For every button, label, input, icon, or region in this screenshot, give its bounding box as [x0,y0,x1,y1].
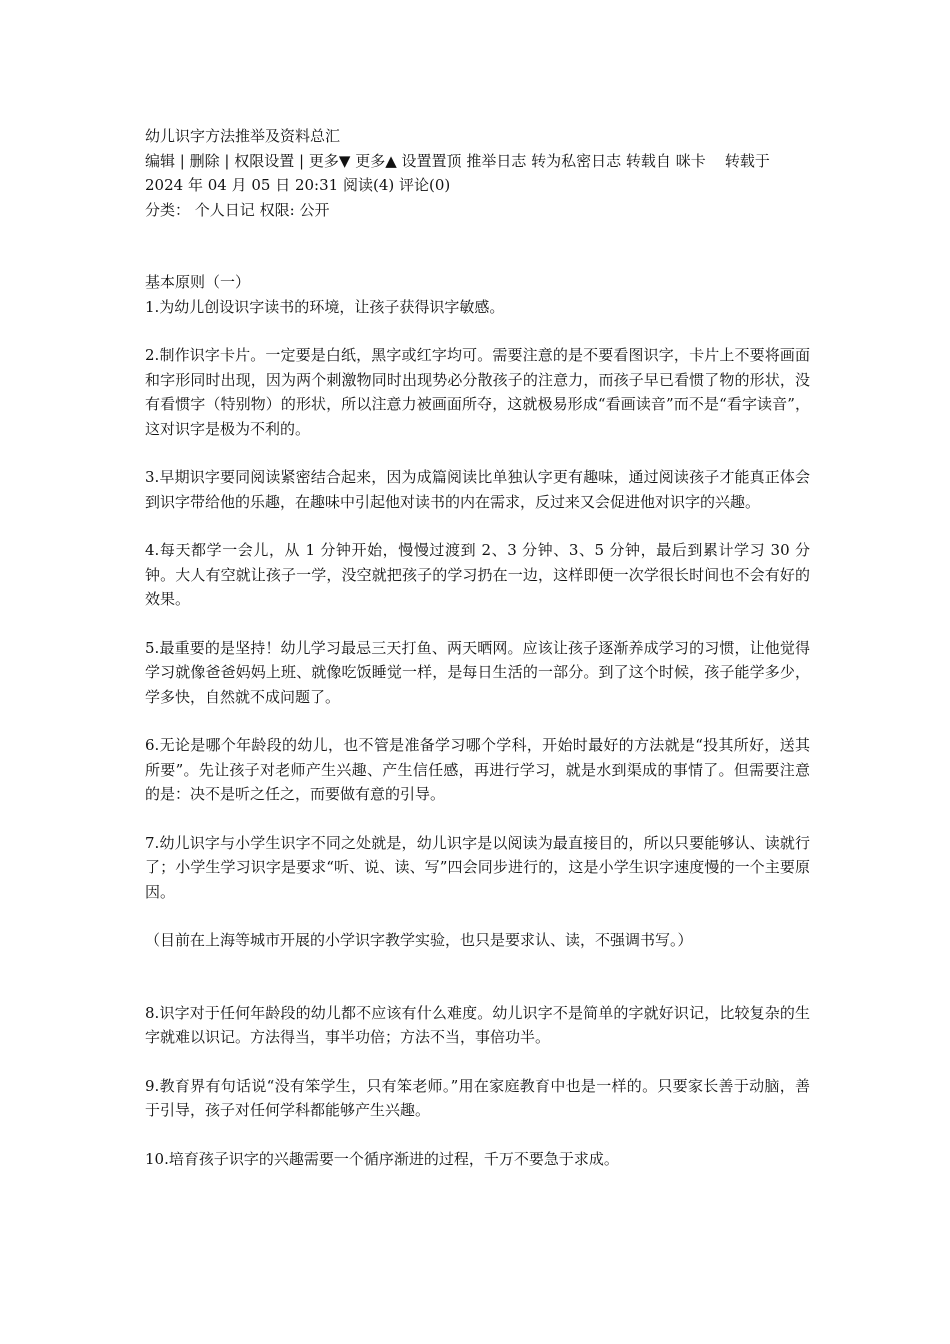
section-title: 基本原则（一） [145,273,251,291]
paragraph: 5.最重要的是坚持！幼儿学习最忌三天打鱼、两天晒网。应该让孩子逐渐养成学习的习惯，让他觉得学习就像爸爸妈妈上班、就像吃饭睡觉一样，是每日生活的一部分。到了这个时候，孩子能学多少，学多快，自然就不成问题了。 [145,638,810,706]
blog-post [145,124,810,1171]
permission-value: 公开 [299,200,330,219]
paragraph-note: （目前在上海等城市开展的小学识字教学实验，也只是要求认、读，不强调书写。） [145,931,693,949]
post-toolbar [145,149,810,198]
post-title: 幼儿识字方法推举及资料总汇 [145,127,341,145]
category-link[interactable]: 个人日记 [194,200,255,219]
paragraph: 3.早期识字要同阅读紧密结合起来，因为成篇阅读比单独认字更有趣味，通过阅读孩子才能真正体会到识字带给他的乐趣，在趣味中引起他对读书的内在需求，反过来又会促进他对识字的兴趣。 [145,468,810,511]
repost-from-label: 转载自 [625,151,671,170]
more-down-link[interactable]: 更多▼ [308,151,351,170]
paragraph: 4.每天都学一会儿，从 1 分钟开始，慢慢过渡到 2、3 分钟、3、5 分钟，最后到累计学习 30 分钟。大人有空就让孩子一学，没空就把孩子的学习扔在一边，这样即便一次学很长时间也不会有好的效果。 [145,541,810,608]
pin-link[interactable]: 设置置顶 [401,151,462,170]
delete-link[interactable]: 删除 [189,151,220,170]
paragraph: 9.教育界有句话说“没有笨学生，只有笨老师。”用在家庭教育中也是一样的。只要家长善于动脑，善于引导，孩子对任何学科都能够产生兴趣。 [145,1076,810,1119]
edit-link[interactable]: 编辑 [145,151,176,170]
post-meta [145,198,810,223]
paragraph: 8.识字对于任何年龄段的幼儿都不应该有什么难度。幼儿识字不是简单的字就好识记，比较复杂的生字就难以识记。方法得当，事半功倍；方法不当，事倍功半。 [145,1003,810,1046]
paragraph: 7.幼儿识字与小学生识字不同之处就是，幼儿识字是以阅读为最直接目的，所以只要能够认、读就行了；小学生学习识字是要求“听、说、读、写”四会同步进行的，这是小学生识字速度慢的一个主要原因。 [145,833,810,901]
category-label: 分类： [145,200,191,219]
source-author-link[interactable]: 咪卡 [675,151,706,170]
comment-link[interactable]: 评论(0) [399,176,451,194]
permission-label: 权限: [259,200,295,219]
paragraph: 1.为幼儿创设识字读书的环境，让孩子获得识字敏感。 [145,297,505,316]
permission-settings-link[interactable]: 权限设置 [234,151,295,170]
more-up-link[interactable]: 更多▲ [355,151,397,170]
divider: | [224,151,235,170]
reposted-at: 转载于 2024 年 04 月 05 日 20:31 [145,151,770,194]
divider: | [299,151,309,170]
recommend-link[interactable]: 推举日志 [466,151,527,170]
read-count: 阅读(4) [342,176,395,194]
paragraph: 2.制作识字卡片。一定要是白纸，黑字或红字均可。需要注意的是不要看图识字，卡片上不要将画面和字形同时出现，因为两个刺激物同时出现势必分散孩子的注意力，而孩子早已看惯了物的形状，没有看惯字（特别物）的形状，所以注意力被画面所夺，这就极易形成“看画读音”而不是“看字读音”，这对识字是极为不利的。 [145,346,810,438]
to-private-link[interactable]: 转为私密日志 [531,151,622,170]
divider: | [179,151,190,170]
paragraph: 6.无论是哪个年龄段的幼儿，也不管是准备学习哪个学科，开始时最好的方法就是“投其所好，送其所要”。先让孩子对老师产生兴趣、产生信任感，再进行学习，就是水到渠成的事情了。但需要注意的是：决不是听之任之，而要做有意的引导。 [145,736,810,803]
paragraph: 10.培育孩子识字的兴趣需要一个循序渐进的过程，千万不要急于求成。 [145,1149,619,1168]
